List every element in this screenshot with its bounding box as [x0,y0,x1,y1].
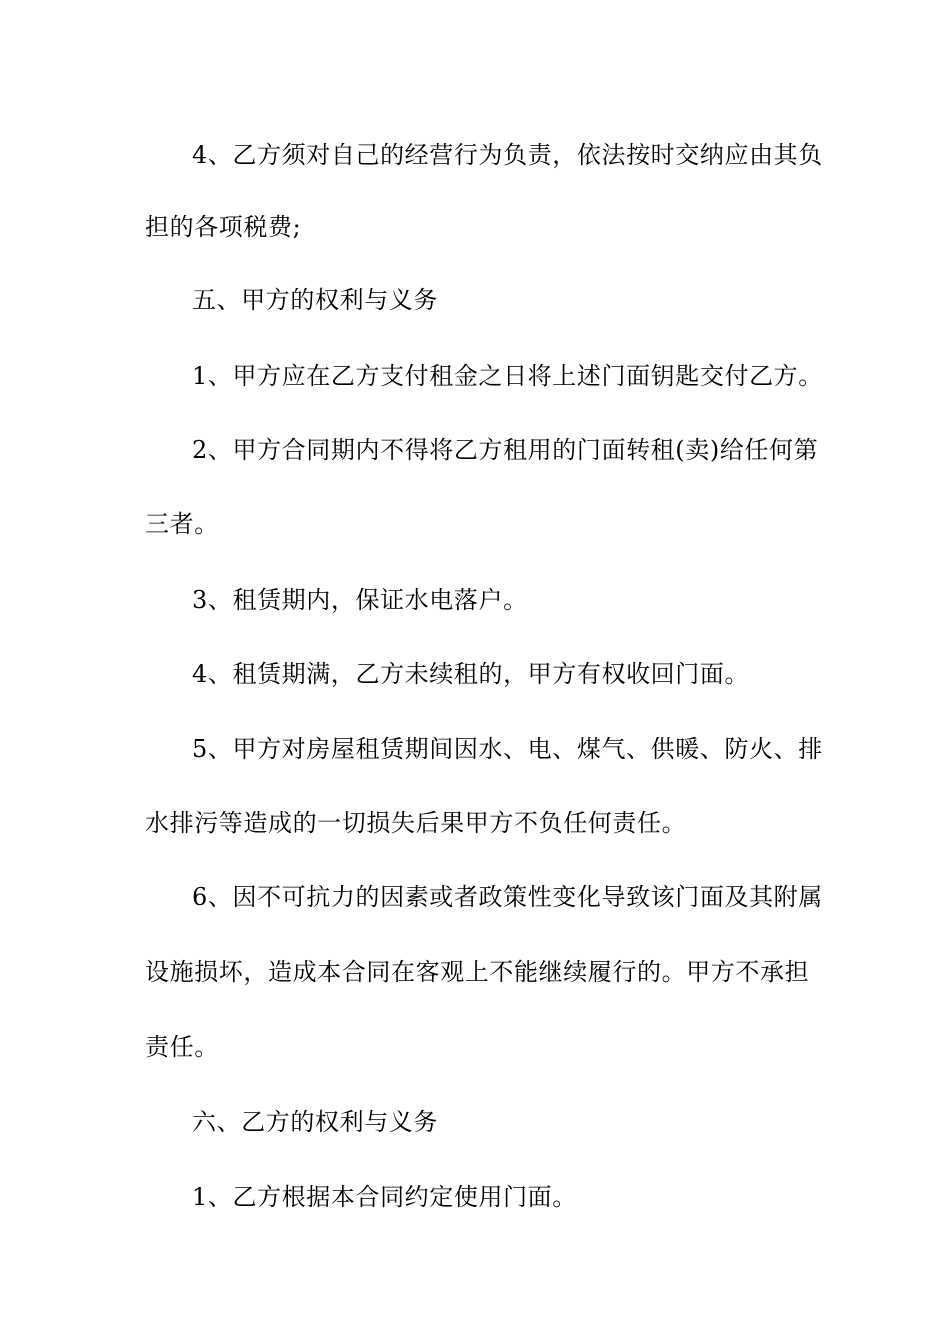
section-heading: 五、甲方的权利与义务 [192,286,438,314]
paragraph-line: 3、租赁期内，保证水电落户。 [192,586,528,614]
paragraph-line: 1、乙方根据本合同约定使用门面。 [192,1183,577,1211]
paragraph-line: 担的各项税费; [145,213,302,241]
paragraph-line: 水排污等造成的一切损失后果甲方不负任何责任。 [145,809,687,837]
paragraph-line: 5、甲方对房屋租赁期间因水、电、煤气、供暖、防火、排 [192,735,823,763]
paragraph-line: 4、租赁期满，乙方未续租的，甲方有权收回门面。 [192,660,750,688]
paragraph-line: 1、甲方应在乙方支付租金之日将上述门面钥匙交付乙方。 [192,362,823,390]
paragraph-line: 三者。 [145,510,219,538]
section-heading: 六、乙方的权利与义务 [192,1108,438,1136]
paragraph-line: 责任。 [145,1033,219,1061]
paragraph-line: 6、因不可抗力的因素或者政策性变化导致该门面及其附属 [192,883,823,911]
paragraph-line: 设施损坏，造成本合同在客观上不能继续履行的。甲方不承担 [145,958,810,986]
paragraph-line: 2、甲方合同期内不得将乙方租用的门面转租(卖)给任何第 [192,436,819,464]
paragraph-line: 4、乙方须对自己的经营行为负责，依法按时交纳应由其负 [192,141,823,169]
